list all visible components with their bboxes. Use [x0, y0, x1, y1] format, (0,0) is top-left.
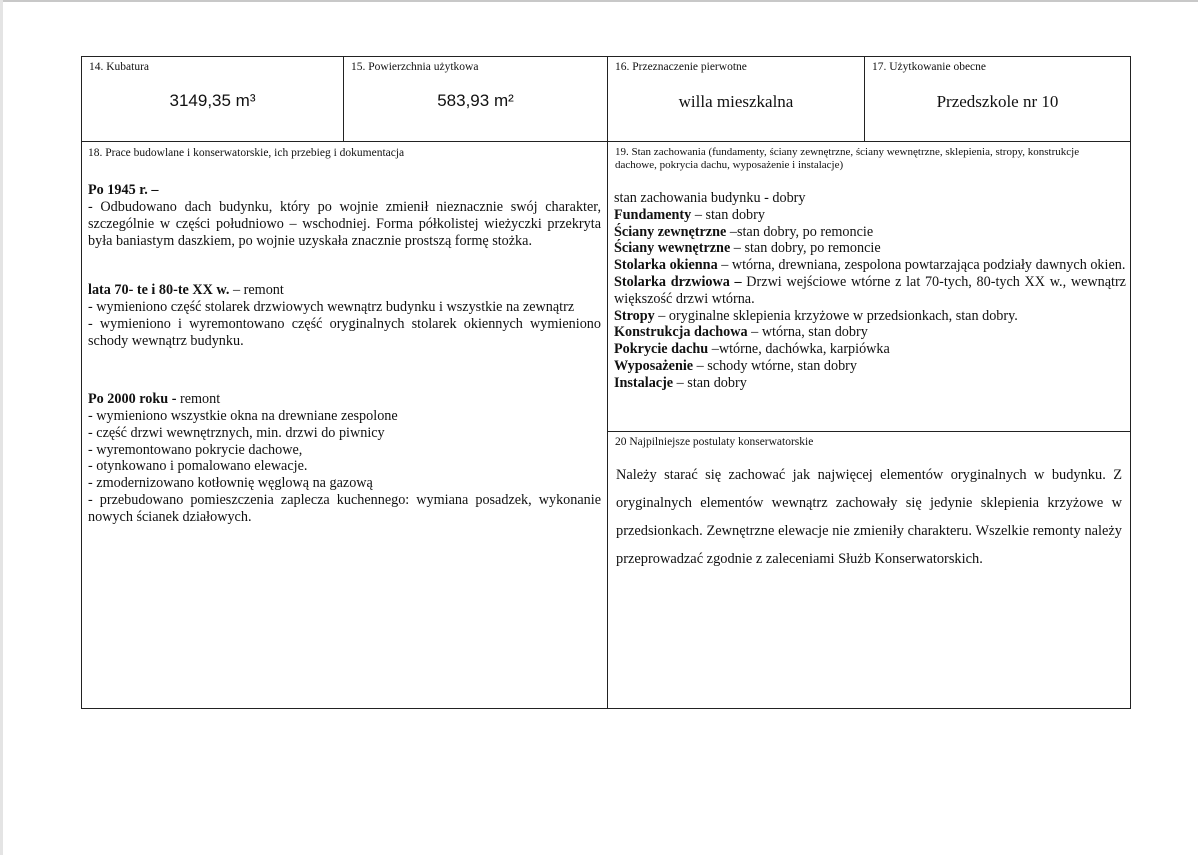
section-paragraph: - wyremontowano pokrycie dachowe,: [88, 441, 303, 458]
field-15-powierzchnia: [343, 56, 608, 142]
stan-intro: stan zachowania budynku - dobry: [614, 190, 806, 206]
prace-section-1945: [88, 182, 601, 249]
field-20-label: 20 Najpilniejsze postulaty konserwatorskie: [615, 436, 814, 448]
field-16-value: willa mieszkalna: [678, 92, 794, 111]
field-20-postulaty: [607, 431, 1131, 709]
section-paragraph: - część drzwi wewnętrznych, min. drzwi do piwnicy: [88, 424, 385, 441]
stan-item: Stolarka drzwiowa – Drzwi wejściowe wtórne z lat 70-tych, 80-tych XX w., wewnątrz większość drzwi wtórna.: [614, 273, 1126, 307]
stan-item: Wyposażenie – schody wtórne, stan dobry: [614, 357, 857, 374]
section-paragraph: - otynkowano i pomalowano elewacje.: [88, 458, 308, 475]
scan-edge-left: [0, 0, 3, 855]
field-17-label: 17. Użytkowanie obecne: [872, 61, 987, 73]
field-16-label: 16. Przeznaczenie pierwotne: [615, 61, 747, 73]
field-18-prace: [81, 141, 608, 709]
stan-item: Stolarka okienna – wtórna, drewniana, zespolona powtarzająca podziały dawnych okien.: [614, 257, 1126, 274]
stan-item: Stropy – oryginalne sklepienia krzyżowe w przedsionkach, stan dobry.: [614, 307, 1018, 324]
field-16-przeznaczenie: [607, 56, 865, 142]
field-14-label: 14. Kubatura: [89, 61, 150, 73]
field-19-label: 19. Stan zachowania (fundamenty, ściany zewnętrzne, ściany wewnętrzne, sklepienia, stropy, konstrukcje dachowe, pokrycia dachu, wyposażenie i instalacje): [615, 146, 1080, 171]
field-17-value: Przedszkole nr 10: [936, 92, 1059, 111]
stan-item: Pokrycie dachu –wtórne, dachówka, karpiówka: [614, 341, 890, 358]
field-17-uzytkowanie: [864, 56, 1131, 142]
field-14-value: 3149,35 m³: [169, 91, 256, 110]
stan-item: Ściany zewnętrzne –stan dobry, po remoncie: [614, 223, 874, 240]
section-paragraph: - wymieniono i wyremontowano część oryginalnych stolarek okiennych wymieniono schody wewnątrz budynku.: [88, 315, 601, 349]
stan-item: Ściany wewnętrzne – stan dobry, po remoncie: [614, 240, 881, 257]
section-title: Po 2000 roku - remont: [88, 391, 221, 407]
stan-item: Instalacje – stan dobry: [614, 374, 747, 391]
prace-section-2000: [88, 391, 601, 526]
stan-list: [614, 190, 1126, 392]
section-paragraph: - wymieniono część stolarek drzwiowych wewnątrz budynku i wszystkie na zewnątrz: [88, 299, 575, 315]
stan-item: Konstrukcja dachowa – wtórna, stan dobry: [614, 324, 868, 341]
section-paragraph: - zmodernizowano kotłownię węglową na gazową: [88, 475, 373, 492]
prace-section-70-80: [88, 282, 601, 349]
section-title: Po 1945 r. –: [88, 182, 159, 198]
postulaty-text: Należy starać się zachować jak najwięcej elementów oryginalnych w budynku. Z oryginalnych elementów wewnątrz zachowały się jedynie sklepienia krzyżowe w przedsionkach. Zewnętrzne elewacje nie zmieniły charakteru. Wszelkie remonty należy przeprowadzać zgodnie z zaleceniami Służb Konserwatorskich.: [616, 467, 1122, 567]
field-15-label: 15. Powierzchnia użytkowa: [351, 61, 479, 73]
field-15-value: 583,93 m²: [437, 91, 514, 110]
field-14-kubatura: [81, 56, 344, 142]
stan-item: Fundamenty – stan dobry: [614, 206, 765, 223]
section-paragraph: - wymieniono wszystkie okna na drewniane zespolone: [88, 408, 398, 424]
field-18-label: 18. Prace budowlane i konserwatorskie, ich przebieg i dokumentacja: [88, 147, 405, 159]
field-19-stan: [607, 141, 1131, 432]
scan-edge-top: [0, 0, 1198, 2]
section-paragraph: - Odbudowano dach budynku, który po wojnie zmienił nieznacznie swój charakter, szczególnie w części południowo – wschodniej. Forma półkolistej wieżyczki przekryta była baniastym daszkiem, po wojnie uzyskała znacznie prostszą formę stożka.: [88, 199, 601, 249]
section-title: lata 70- te i 80-te XX w. – remont: [88, 282, 284, 298]
section-paragraph: - przebudowano pomieszczenia zaplecza kuchennego: wymiana posadzek, wykonanie nowych ścianek działowych.: [88, 491, 601, 525]
